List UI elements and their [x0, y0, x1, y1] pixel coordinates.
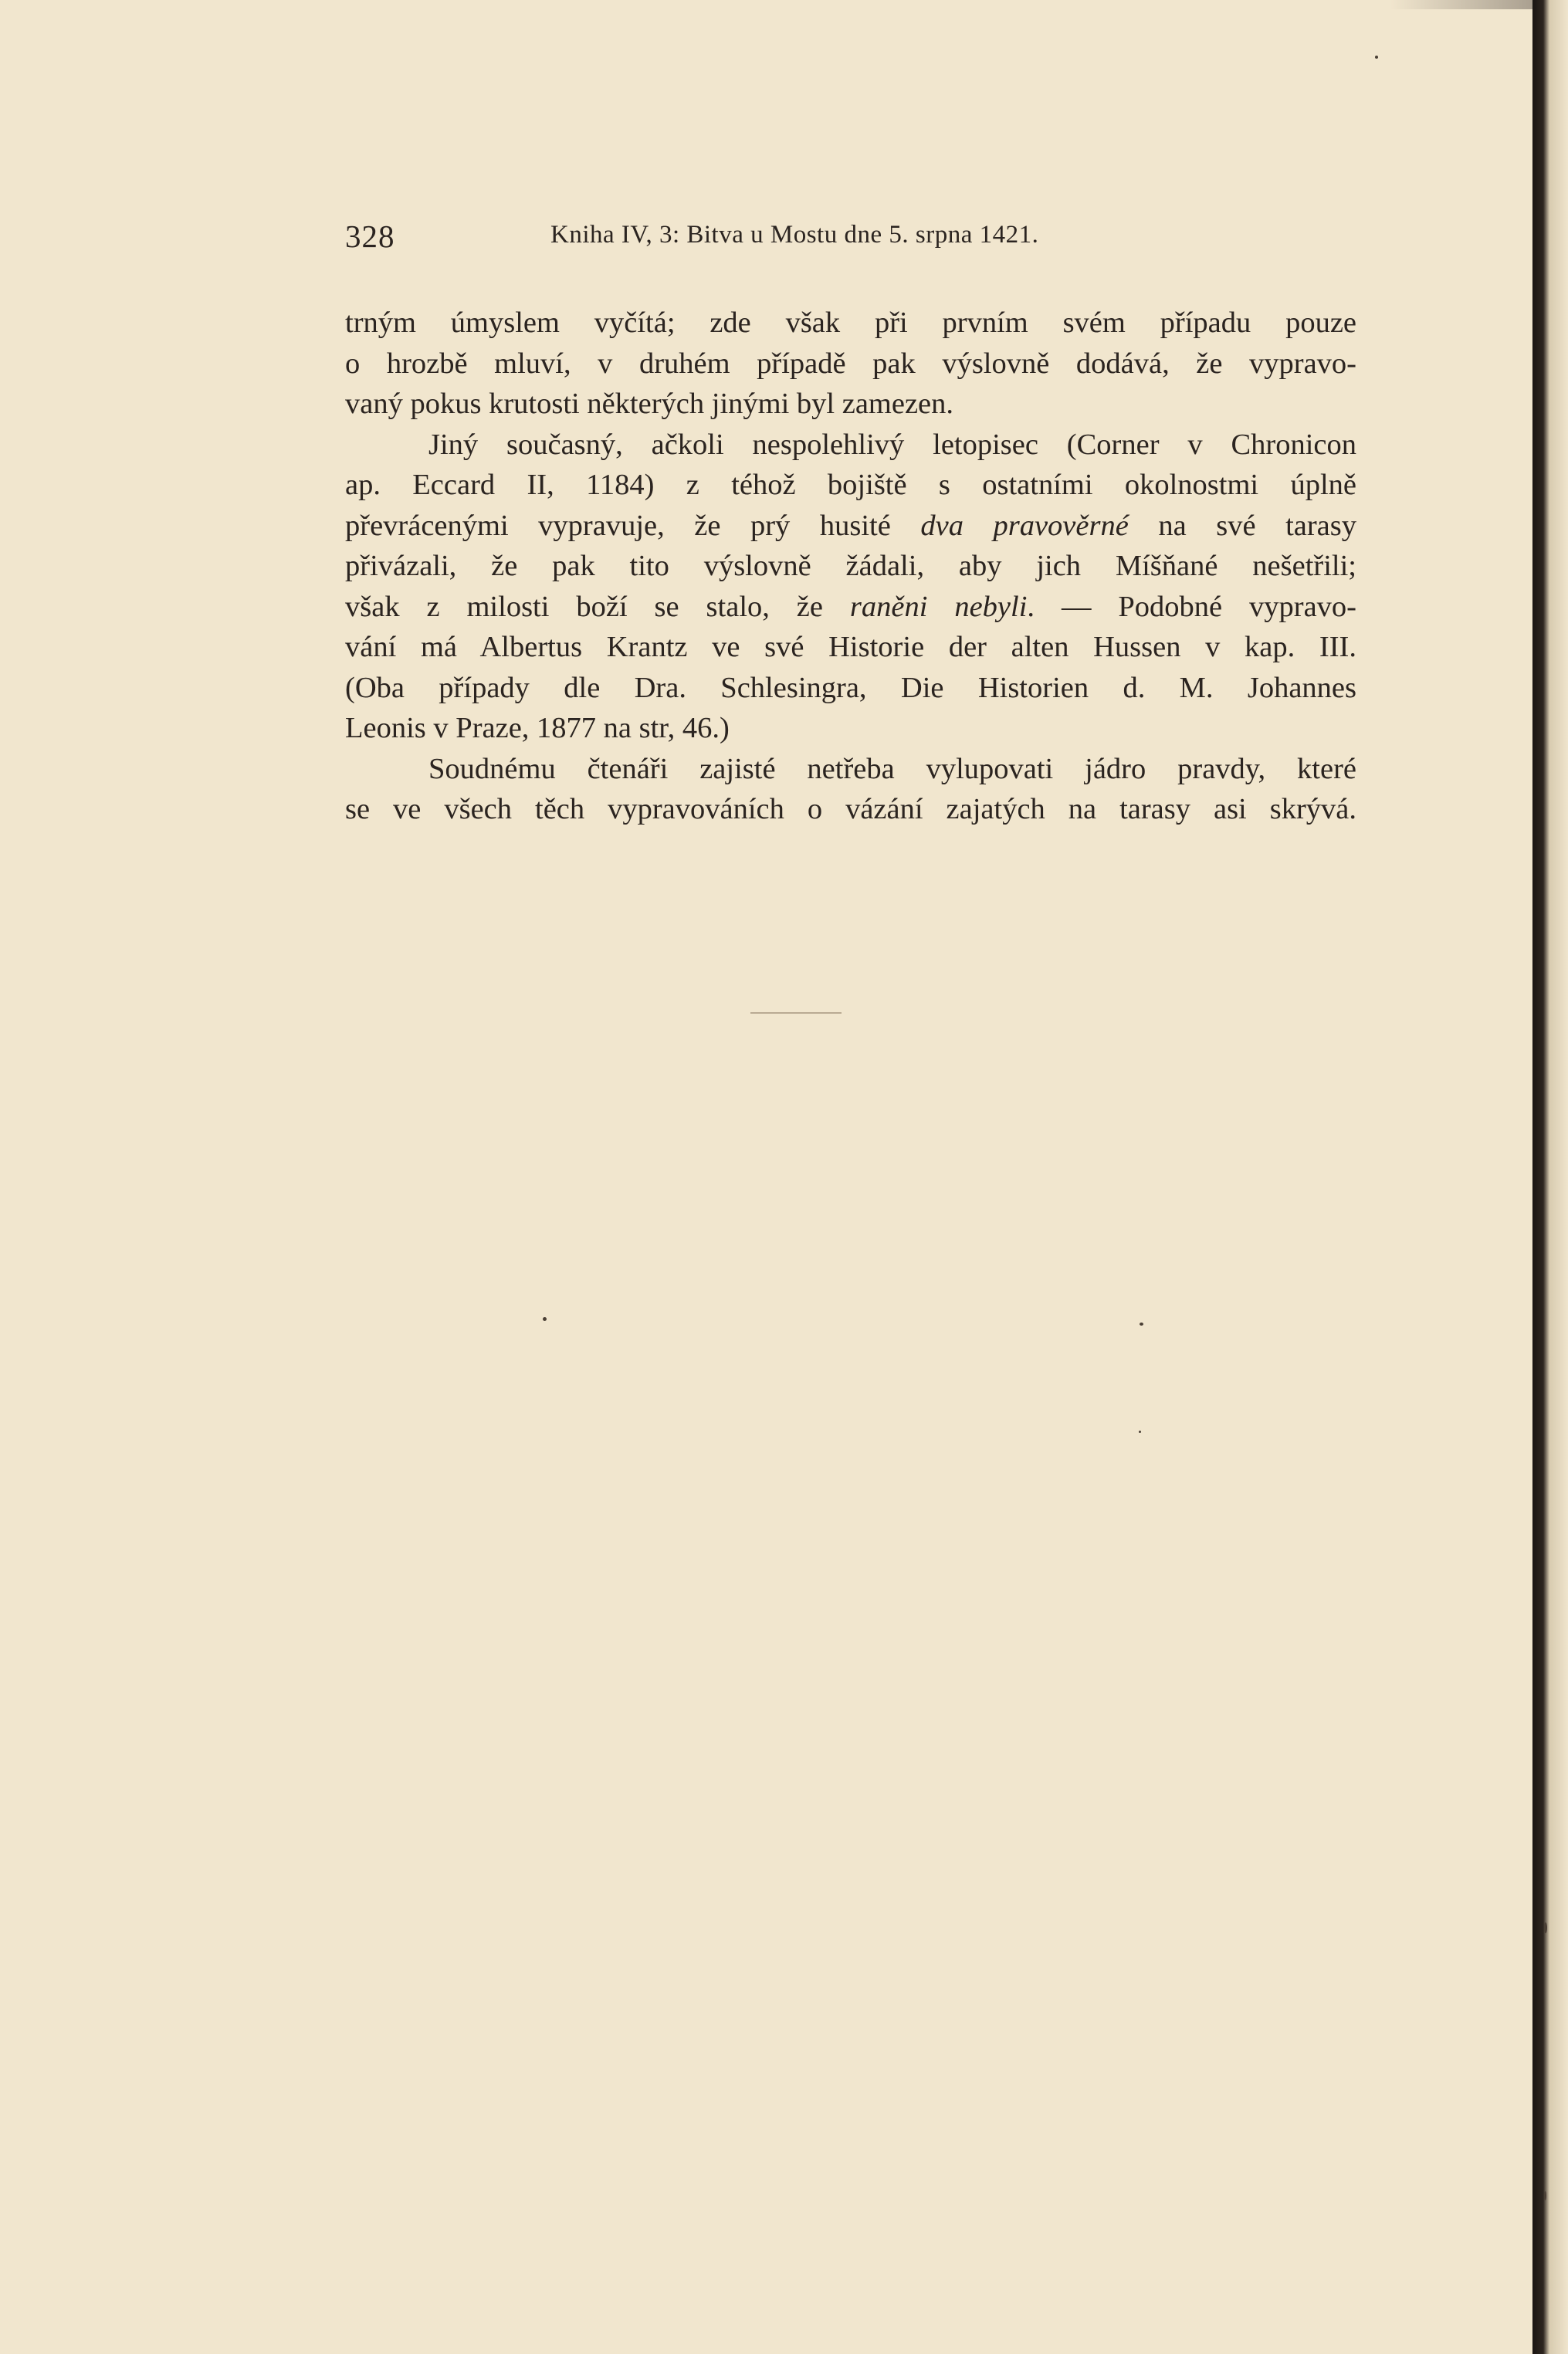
body-text: [345, 303, 1356, 830]
text-run: . — Podobné vypravo-: [1027, 590, 1357, 623]
text-run: však z milosti boží se stalo, že: [345, 590, 850, 623]
paper-speck: [1544, 1922, 1547, 1933]
text-line: vání má Albertus Krantz ve své Historie der alten Hussen v kap. III.: [345, 631, 1356, 663]
text-line: vaný pokus krutosti některých jinými byl zamezen.: [345, 388, 953, 420]
text-line: Leonis v Praze, 1877 na str, 46.): [345, 712, 730, 744]
text-line: [345, 506, 1356, 547]
paper-speck: [1140, 1323, 1143, 1326]
running-head: Kniha IV, 3: Bitva u Mostu dne 5. srpna 1421.: [550, 221, 1039, 249]
book-spine-edge: [1532, 0, 1568, 2354]
text-line: trným úmyslem vyčítá; zde však při prvním svém případu pouze: [345, 307, 1356, 339]
text-line: [345, 587, 1356, 628]
paper-speck: [1139, 1431, 1141, 1433]
text-line: přivázali, že pak tito výslovně žádali, aby jich Míšňané nešetřili;: [345, 550, 1356, 582]
text-line: ap. Eccard II, 1184) z téhož bojiště s ostatními okolnostmi úplně: [345, 469, 1356, 501]
text-line: o hrozbě mluví, v druhém případě pak výslovně dodává, že vypravo-: [345, 347, 1356, 380]
text-line: Soudnému čtenáři zajisté netřeba vylupovati jádro pravdy, které: [428, 752, 1356, 785]
italic-phrase: dva pravověrné: [920, 509, 1129, 542]
page-number: 328: [345, 218, 395, 254]
text-run: převrácenými vypravuje, že prý husité: [345, 509, 921, 542]
italic-phrase: raněni nebyli: [849, 590, 1028, 623]
paper-speck: [1375, 56, 1378, 59]
text-line: (Oba případy dle Dra. Schlesingra, Die Historien d. M. Johannes: [345, 671, 1356, 704]
paper-speck: [1544, 2191, 1546, 2200]
scan-edge-shadow: [1390, 0, 1536, 9]
closing-rule: [750, 1012, 842, 1014]
page-header: [345, 218, 1356, 255]
paper-speck: [543, 1317, 547, 1321]
text-line: se ve všech těch vypravováních o vázání zajatých na tarasy asi skrývá.: [345, 793, 1356, 825]
text-line: Jiný současný, ačkoli nespolehlivý letopisec (Corner v Chronicon: [428, 428, 1356, 461]
text-run: na své tarasy: [1128, 509, 1357, 542]
